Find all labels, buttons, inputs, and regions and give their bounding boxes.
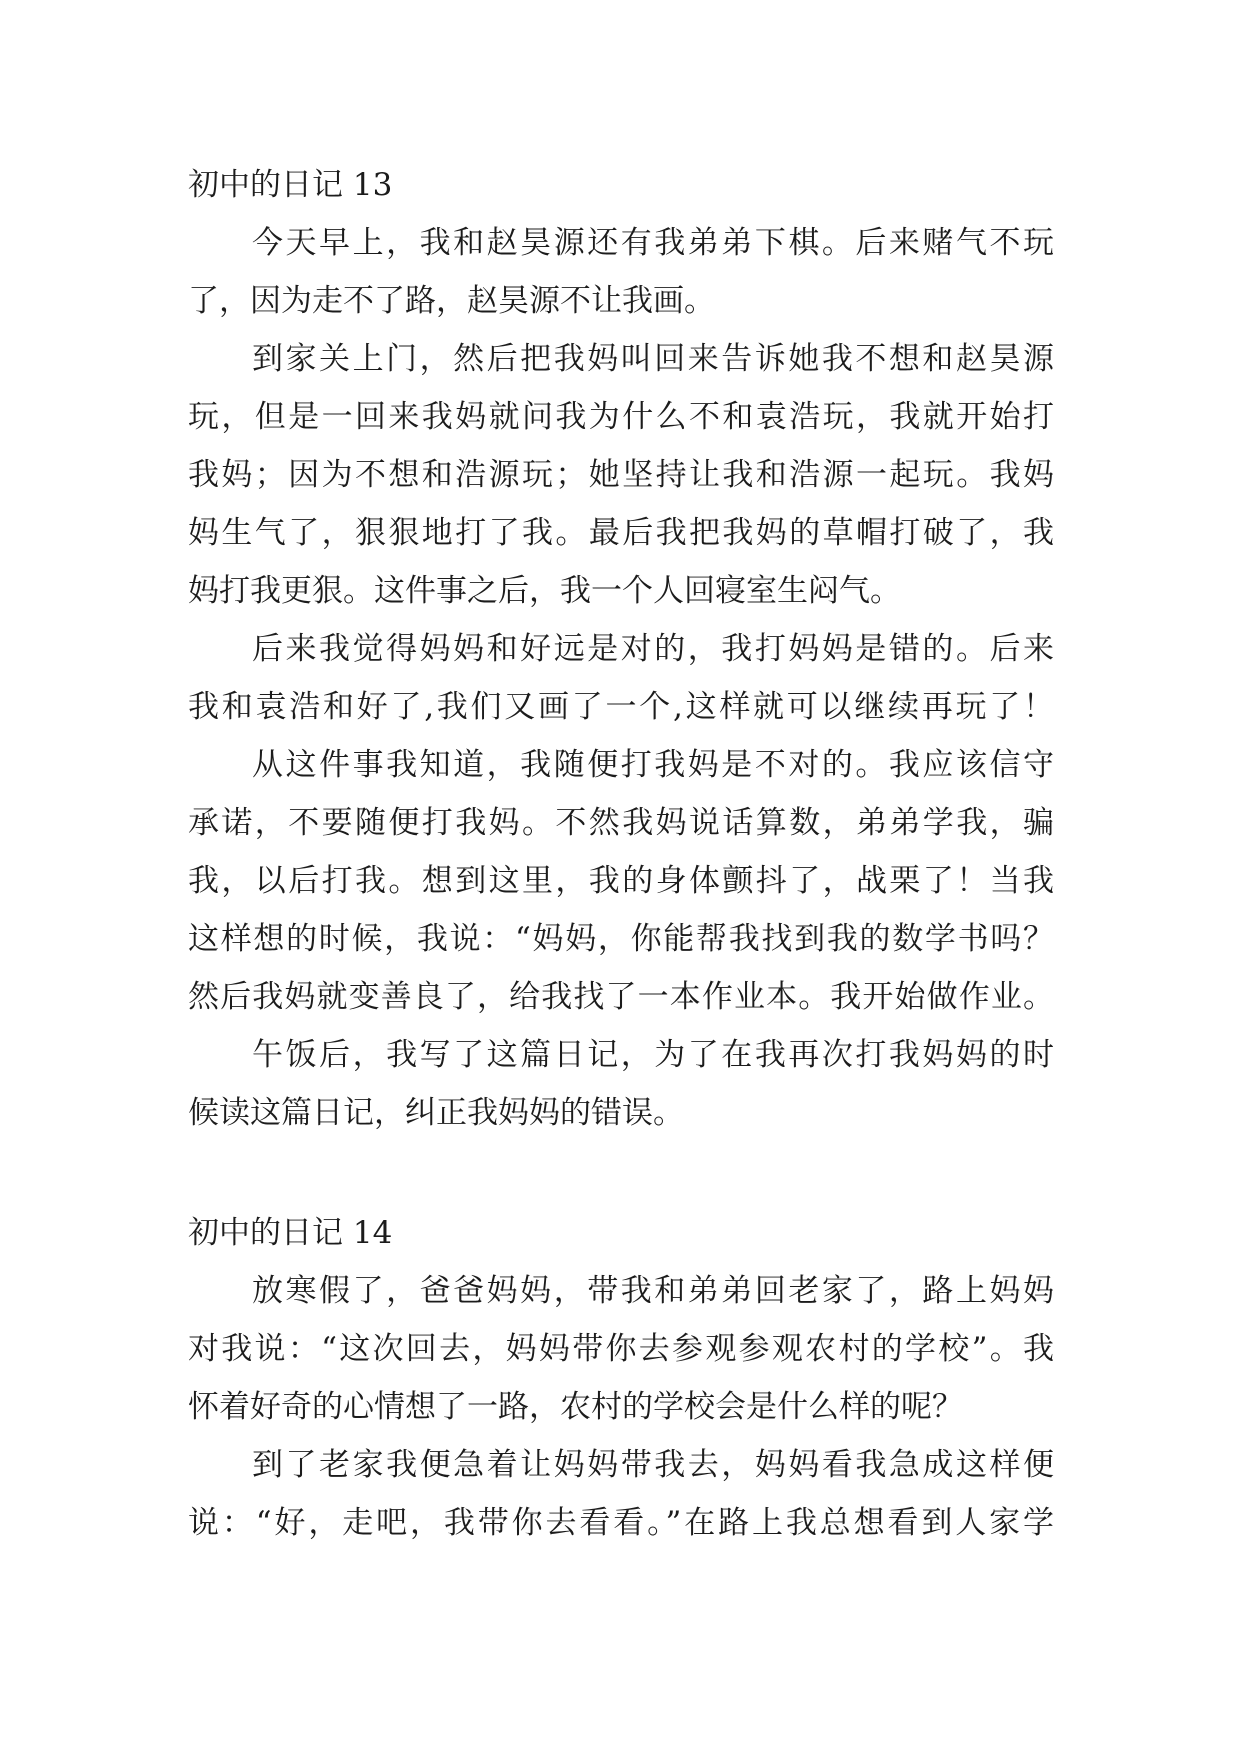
text-line: 到了老家我便急着让妈妈带我去，妈妈看我急成这样便 xyxy=(252,1447,1054,1483)
text-line: 从这件事我知道，我随便打我妈是不对的。我应该信守 xyxy=(252,747,1054,783)
document-body xyxy=(188,156,1054,1552)
text-line: 午饭后，我写了这篇日记，为了在我再次打我妈妈的时 xyxy=(252,1037,1054,1073)
entry-heading: 初中的日记 13 xyxy=(188,167,393,203)
text-line: 我妈；因为不想和浩源玩；她坚持让我和浩源一起玩。我妈 xyxy=(188,457,1054,493)
paragraph xyxy=(188,214,1054,330)
text-line: 妈打我更狠。这件事之后，我一个人回寝室生闷气。 xyxy=(188,573,901,609)
paragraph xyxy=(188,1436,1054,1552)
paragraph xyxy=(188,736,1054,1026)
text-line: 妈生气了，狠狠地打了我。最后我把我妈的草帽打破了，我 xyxy=(188,515,1054,551)
text-line: 今天早上，我和赵昊源还有我弟弟下棋。后来赌气不玩 xyxy=(252,225,1054,261)
text-line: 到家关上门，然后把我妈叫回来告诉她我不想和赵昊源 xyxy=(252,341,1054,377)
entry-heading: 初中的日记 14 xyxy=(188,1215,393,1251)
text-line: 说：“好，走吧，我带你去看看。”在路上我总想看到人家学 xyxy=(188,1505,1054,1541)
text-line: 候读这篇日记，纠正我妈妈的错误。 xyxy=(188,1095,684,1131)
paragraph xyxy=(188,330,1054,620)
text-line: 我，以后打我。想到这里，我的身体颤抖了，战栗了！当我 xyxy=(188,863,1054,899)
paragraph xyxy=(188,1026,1054,1142)
text-line: 放寒假了，爸爸妈妈，带我和弟弟回老家了，路上妈妈 xyxy=(252,1273,1054,1309)
text-line: 这样想的时候，我说：“妈妈，你能帮我找到我的数学书吗？ xyxy=(188,921,1054,957)
text-line: 玩，但是一回来我妈就问我为什么不和袁浩玩，我就开始打 xyxy=(188,399,1054,435)
text-line: 了，因为走不了路，赵昊源不让我画。 xyxy=(188,283,715,319)
diary-entry-13 xyxy=(188,156,1054,1142)
paragraph xyxy=(188,1262,1054,1436)
text-line: 怀着好奇的心情想了一路，农村的学校会是什么样的呢？ xyxy=(188,1389,963,1425)
paragraph xyxy=(188,620,1054,736)
text-line: 后来我觉得妈妈和好远是对的，我打妈妈是错的。后来 xyxy=(252,631,1054,667)
text-line: 然后我妈就变善良了，给我找了一本作业本。我开始做作业。 xyxy=(188,979,1054,1015)
text-line: 对我说：“这次回去，妈妈带你去参观参观农村的学校”。我 xyxy=(188,1331,1054,1367)
text-line: 承诺，不要随便打我妈。不然我妈说话算数，弟弟学我，骗 xyxy=(188,805,1054,841)
diary-entry-14 xyxy=(188,1204,1054,1552)
text-line: 我和袁浩和好了,我们又画了一个,这样就可以继续再玩了！ xyxy=(188,689,1054,725)
